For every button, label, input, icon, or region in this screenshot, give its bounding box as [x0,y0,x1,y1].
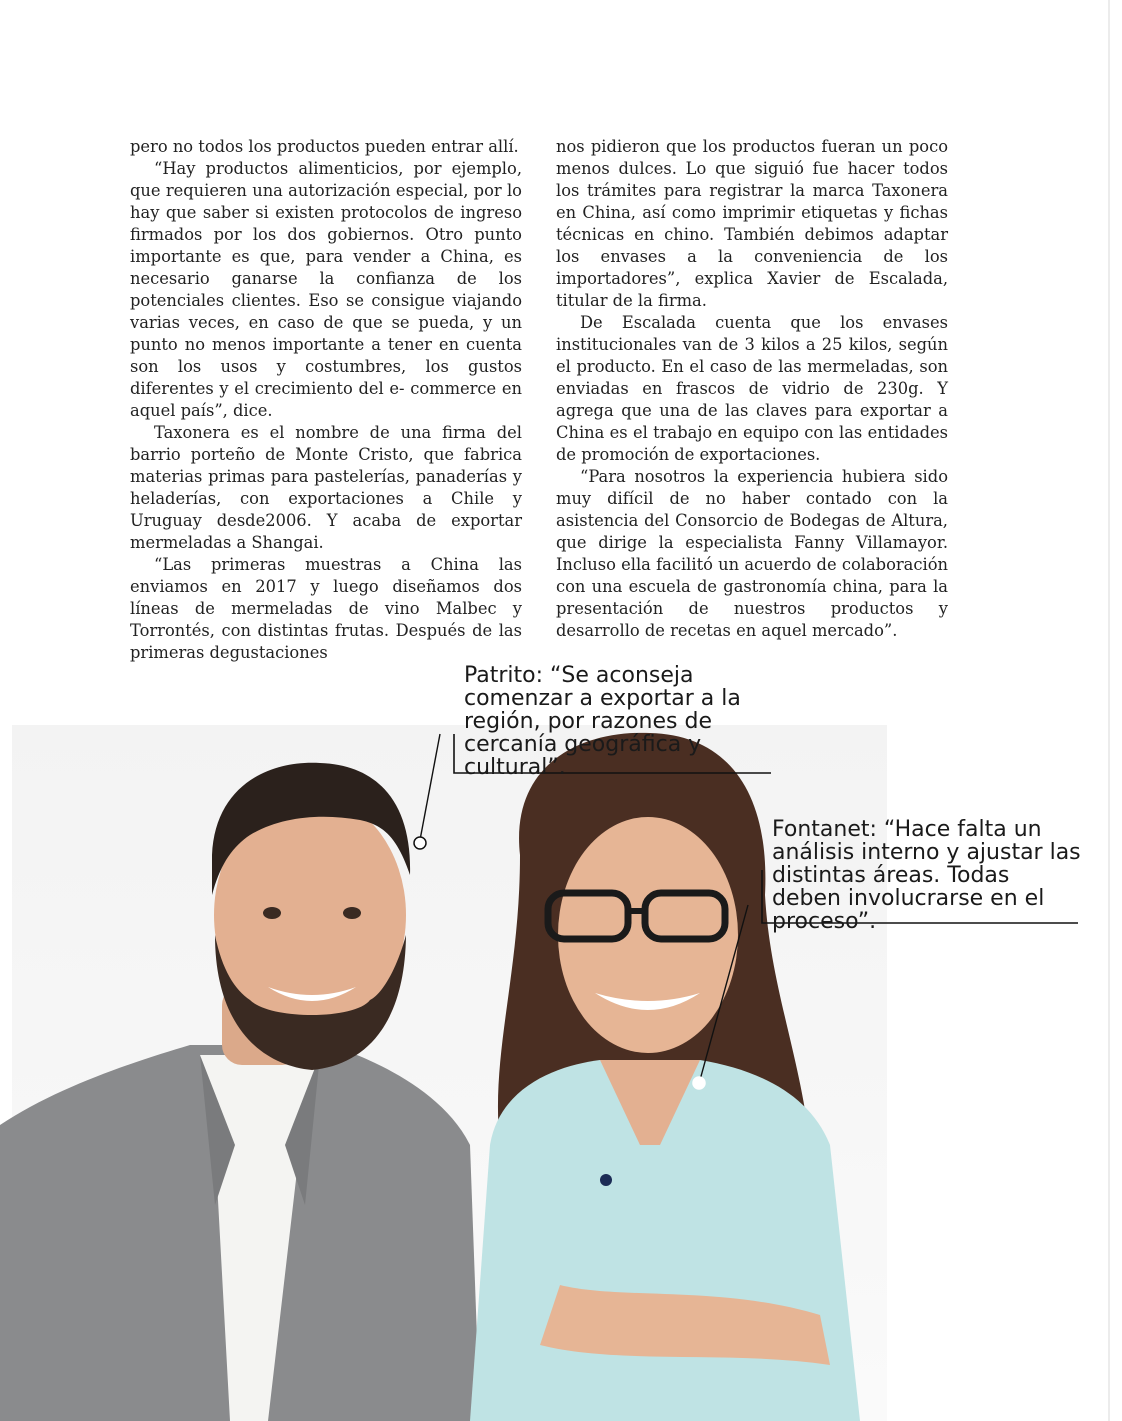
paragraph: nos pidieron que los productos fueran un poco menos dulces. Lo que siguió fue hacer todos los trámites para registrar la marca Taxonera en China, así como imprimir etiquetas y fichas técnicas en chino. También debimos adaptar los envases a la conveniencia de los importadores”, explica Xavier de Escalada, titular de la firma. [556,137,948,310]
patrito-quote: Patrito: “Se aconseja comenzar a exportar a la región, por razones de cercanía geográfica y cultural”. [464,663,741,780]
paragraph: Taxonera es el nombre de una firma del barrio porteño de Monte Cristo, que fabrica materias primas para pastelerías, panaderías y heladerías, con exportaciones a Chile y Uruguay desde2006. Y acaba de exportar mermeladas a Shangai. [130,423,522,552]
paragraph: “Para nosotros la experiencia hubiera sido muy difícil de no haber contado con la asistencia del Consorcio de Bodegas de Altura, que dirige la especialista Fanny Villamayor. Incluso ella facilitó un acuerdo de colaboración con una escuela de gastronomía china, para la presentación de nuestros productos y desarrollo de recetas en aquel mercado”. [556,467,948,640]
paragraph: De Escalada cuenta que los envases institucionales van de 3 kilos a 25 kilos, según el producto. En el caso de las mermeladas, son enviadas en frascos de vidrio de 230g. Y agrega que una de las claves para exportar a China es el trabajo en equipo con las entidades de promoción de exportaciones. [556,313,948,464]
paragraph: pero no todos los productos pueden entrar allí. [130,137,519,156]
article-right-column [556,136,948,642]
paragraph: “Hay productos alimenticios, por ejemplo, que requieren una autorización especial, por lo hay que saber si existen protocolos de ingreso firmados por los dos gobiernos. Otro punto importante es que, para vender a China, es necesario ganarse la confianza de los potenciales clientes. Eso se consigue viajando varias veces, en caso de que se pueda, y un punto no menos importante a tener en cuenta son los usos y costumbres, los gustos diferentes y el crecimiento del e- commerce en aquel país”, dice. [130,159,522,420]
paragraph: “Las primeras muestras a China las enviamos en 2017 y luego diseñamos dos líneas de mermeladas de vino Malbec y Torrontés, con distintas frutas. Después de las primeras degustaciones [130,555,522,662]
article-left-column [130,136,522,664]
fontanet-quote: Fontanet: “Hace falta un análisis interno y ajustar las distintas áreas. Todas deben involucrarse en el proceso”. [772,817,1081,934]
